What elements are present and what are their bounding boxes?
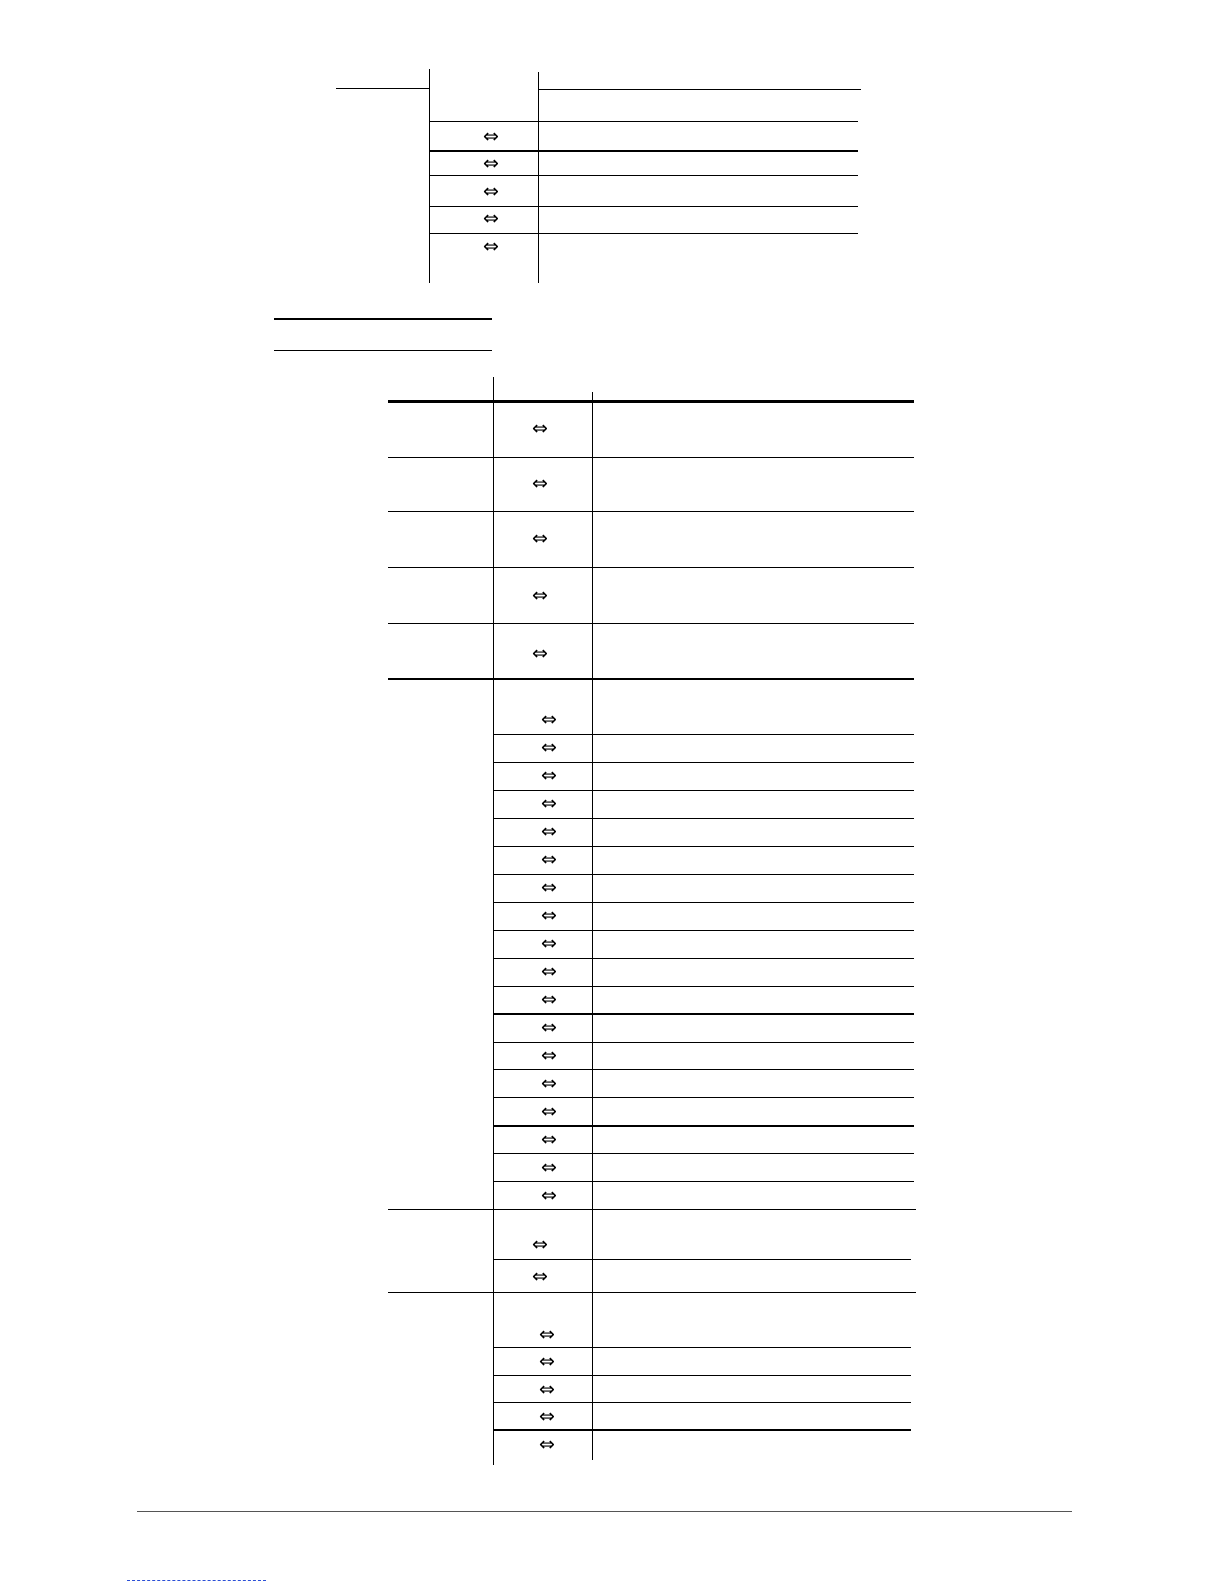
table-2-row-rule [493,1402,911,1403]
table-2-row-rule [493,1429,911,1431]
double-arrow-icon: ⇔ [541,932,557,955]
double-arrow-icon: ⇔ [539,1350,555,1373]
double-arrow-icon: ⇔ [532,642,548,665]
double-arrow-icon: ⇔ [541,820,557,843]
double-arrow-icon: ⇔ [541,1184,557,1207]
double-arrow-icon: ⇔ [483,152,499,175]
table-2-row-rule [493,902,914,903]
table-2-row-rule [493,762,914,763]
double-arrow-icon: ⇔ [539,1323,555,1346]
footer-link-underline[interactable] [127,1580,266,1582]
table-2-row-rule [493,1042,914,1043]
double-arrow-icon: ⇔ [541,1072,557,1095]
table-2-row-rule [493,874,914,875]
table-2-row-rule [388,623,914,624]
double-arrow-icon: ⇔ [483,235,499,258]
double-arrow-icon: ⇔ [541,1100,557,1123]
table-1-header-rule-left [336,88,429,89]
double-arrow-icon: ⇔ [483,125,499,148]
double-arrow-icon: ⇔ [541,1156,557,1179]
table-1-row-rule [429,175,858,176]
double-arrow-icon: ⇔ [541,1016,557,1039]
double-arrow-icon: ⇔ [541,736,557,759]
double-arrow-icon: ⇔ [541,876,557,899]
table-2-row-rule [493,1259,911,1260]
table-1-col-rule [429,69,430,283]
table-2-group-rule [388,678,914,680]
table-2-row-rule [493,1125,914,1127]
table-2-col-rule [493,377,494,1465]
table-1-col-rule [538,72,539,283]
table-2-row-rule [493,1347,911,1348]
double-arrow-icon: ⇔ [532,527,548,550]
footer-rule [137,1511,1072,1512]
section-heading-rule [274,350,492,351]
double-arrow-icon: ⇔ [532,1265,548,1288]
double-arrow-icon: ⇔ [541,848,557,871]
double-arrow-icon: ⇔ [541,988,557,1011]
table-2-row-rule [493,818,914,819]
table-2-row-rule [493,930,914,931]
table-1-row-rule [429,121,858,122]
double-arrow-icon: ⇔ [483,207,499,230]
table-1-row-rule [429,233,858,234]
double-arrow-icon: ⇔ [541,904,557,927]
double-arrow-icon: ⇔ [539,1433,555,1456]
table-2-row-rule [493,958,914,959]
table-2-row-rule [493,1181,914,1182]
table-2-header-rule [388,400,914,403]
table-2-group-rule [388,1292,916,1293]
double-arrow-icon: ⇔ [541,764,557,787]
double-arrow-icon: ⇔ [532,1233,548,1256]
table-2-row-rule [388,511,914,512]
double-arrow-icon: ⇔ [483,180,499,203]
double-arrow-icon: ⇔ [539,1405,555,1428]
table-2-row-rule [493,1069,914,1070]
table-2-row-rule [493,790,914,791]
double-arrow-icon: ⇔ [541,1128,557,1151]
table-2-row-rule [493,1375,911,1376]
double-arrow-icon: ⇔ [541,1044,557,1067]
double-arrow-icon: ⇔ [541,792,557,815]
section-heading-rule [274,318,492,320]
table-2-group-rule [388,1209,916,1210]
table-2-row-rule [388,457,914,458]
table-2-row-rule [493,846,914,847]
double-arrow-icon: ⇔ [541,708,557,731]
table-2-row-rule [493,1013,914,1015]
double-arrow-icon: ⇔ [539,1378,555,1401]
table-2-row-rule [493,986,914,987]
table-2-row-rule [493,1153,914,1154]
table-2-row-rule [388,567,914,568]
table-1-header-rule-right [538,89,861,90]
double-arrow-icon: ⇔ [541,960,557,983]
table-2-row-rule [493,734,914,735]
double-arrow-icon: ⇔ [532,472,548,495]
double-arrow-icon: ⇔ [532,417,548,440]
double-arrow-icon: ⇔ [532,584,548,607]
table-2-row-rule [493,1097,914,1098]
table-2-col-rule [592,392,593,1460]
